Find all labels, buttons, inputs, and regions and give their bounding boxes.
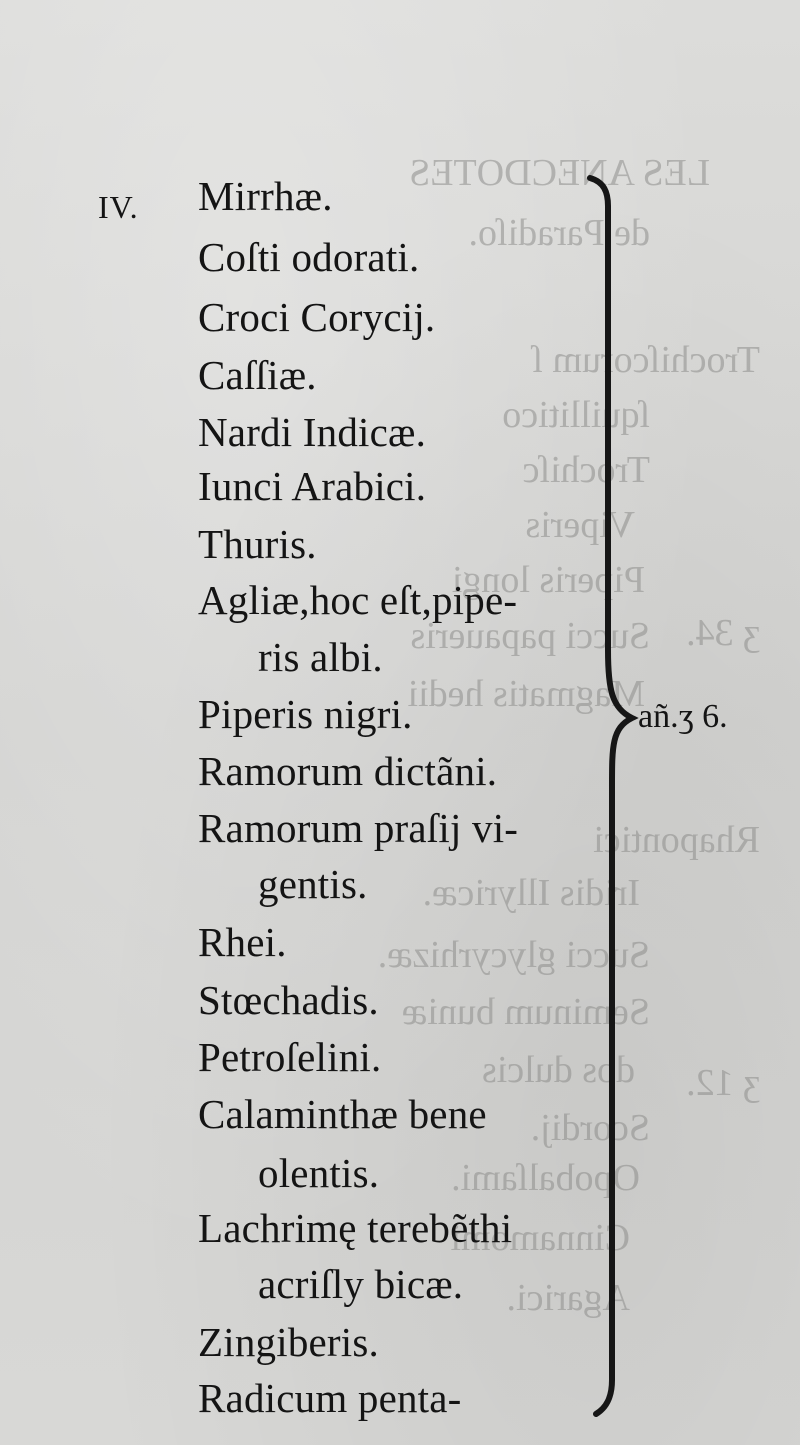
show-through-line: Magmatis hedii — [407, 673, 645, 715]
ingredient-line: Stœchadis. — [198, 977, 379, 1023]
show-through-line: Succi glycyrhizæ. — [377, 934, 650, 976]
ingredient-line: Lachrimę terebẽthi — [198, 1205, 513, 1251]
show-through-line: Opobalſami. — [451, 1157, 640, 1199]
show-through-line: dos dulcis — [481, 1049, 635, 1091]
ingredient-line: Petroſelini. — [198, 1034, 382, 1080]
show-through-line: Scordij. — [530, 1107, 650, 1149]
ingredient-line-continuation: acriſly bicæ. — [258, 1261, 464, 1307]
ingredient-line-continuation: gentis. — [258, 861, 368, 907]
show-through-line: Iridis Illyricæ. — [422, 872, 640, 914]
ingredient-line: Croci Corycij. — [198, 294, 436, 340]
ingredient-line: Radicum penta- — [198, 1375, 462, 1421]
show-through-line: Piperis longi — [451, 559, 645, 601]
ingredient-line: Agliæ,hoc eſt,pipe- — [198, 577, 518, 623]
ingredient-line: Ramorum dictãni. — [198, 748, 498, 794]
section-numeral: IV. — [98, 189, 139, 225]
show-through-line: Viperis — [525, 504, 635, 546]
ingredient-line: Caſſiæ. — [198, 352, 317, 398]
show-through-line: ʒ 12. — [686, 1062, 760, 1104]
ingredient-line: Calaminthæ bene — [198, 1091, 487, 1137]
show-through-line: ʒ 34. — [686, 612, 760, 654]
show-through-line: Trochiſcorum ſ — [532, 339, 760, 381]
ingredient-line: Piperis nigri. — [198, 691, 413, 737]
ingredient-line: Thuris. — [198, 521, 317, 567]
ingredient-line: Mirrhæ. — [198, 173, 333, 219]
show-through-line: LES ANECDOTES — [409, 152, 710, 194]
show-through-line: Succi papaueris — [410, 615, 650, 657]
show-through-line: Trochiſc — [522, 449, 650, 491]
show-through-line: Seminum buniæ — [401, 991, 650, 1033]
ingredient-line: Ramorum praſij vi- — [198, 805, 519, 851]
ingredient-line: Iunci Arabici. — [198, 463, 427, 509]
ingredient-line: Nardi Indicæ. — [198, 409, 427, 455]
ingredient-line: Coſti odorati. — [198, 234, 420, 280]
show-through-line: Cinnamomi — [450, 1217, 630, 1259]
ingredient-line: Zingiberis. — [198, 1319, 379, 1365]
show-through-line: de Paradiſo. — [468, 212, 650, 254]
ingredient-line-continuation: olentis. — [258, 1150, 380, 1196]
show-through-line: Agarici. — [506, 1277, 630, 1319]
ingredient-line-continuation: ris albi. — [258, 634, 383, 680]
show-through-line: Rhapontici — [593, 819, 760, 861]
show-through-line: ſquillitico — [502, 394, 650, 436]
dose-label: añ.ʒ 6. — [638, 698, 728, 735]
ingredient-line: Rhei. — [198, 919, 287, 965]
